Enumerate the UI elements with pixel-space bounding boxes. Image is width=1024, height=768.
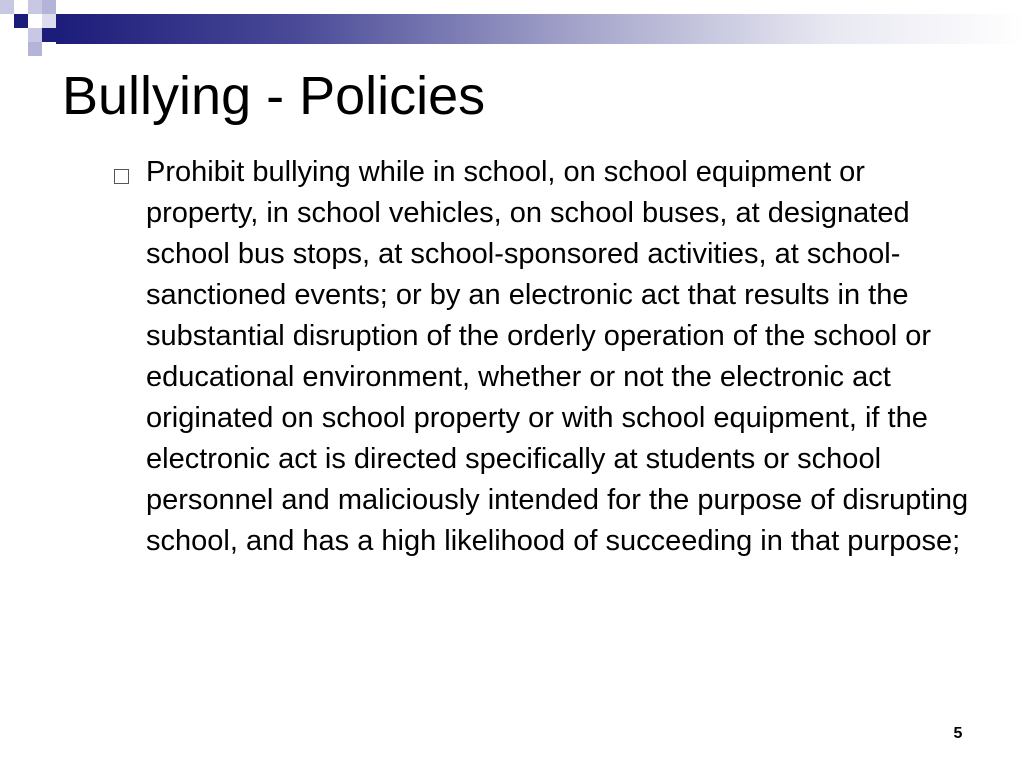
slide-number: 5 [953,725,963,742]
header-decor-square [14,14,28,28]
bullet-text: Prohibit bullying while in school, on school equipment or property, in school vehicles, on school buses, at designated school bus stops, at school-sponsored activities, at school-sanctioned events; or by an electronic act that results in the substantial disruption of the orderly operation of the school or educational environment, whether or not the electronic act originated on school property or with school equipment, if the electronic act is directed specifically at students or school personnel and maliciously intended for the purpose of disrupting school, and has a high likelihood of succeeding in that purpose; [146,156,969,557]
header-decor-square [0,0,14,14]
square-bullet-icon [114,169,129,184]
header-decor-square [28,0,42,14]
header-decor-square [28,42,42,56]
header-decor-square [42,28,56,42]
slide-title: Bullying - Policies [62,66,486,126]
header-decor-square [42,0,56,14]
header-decor-square [42,14,56,28]
header-decor-square [28,28,42,42]
header-gradient-bar [56,14,1024,44]
